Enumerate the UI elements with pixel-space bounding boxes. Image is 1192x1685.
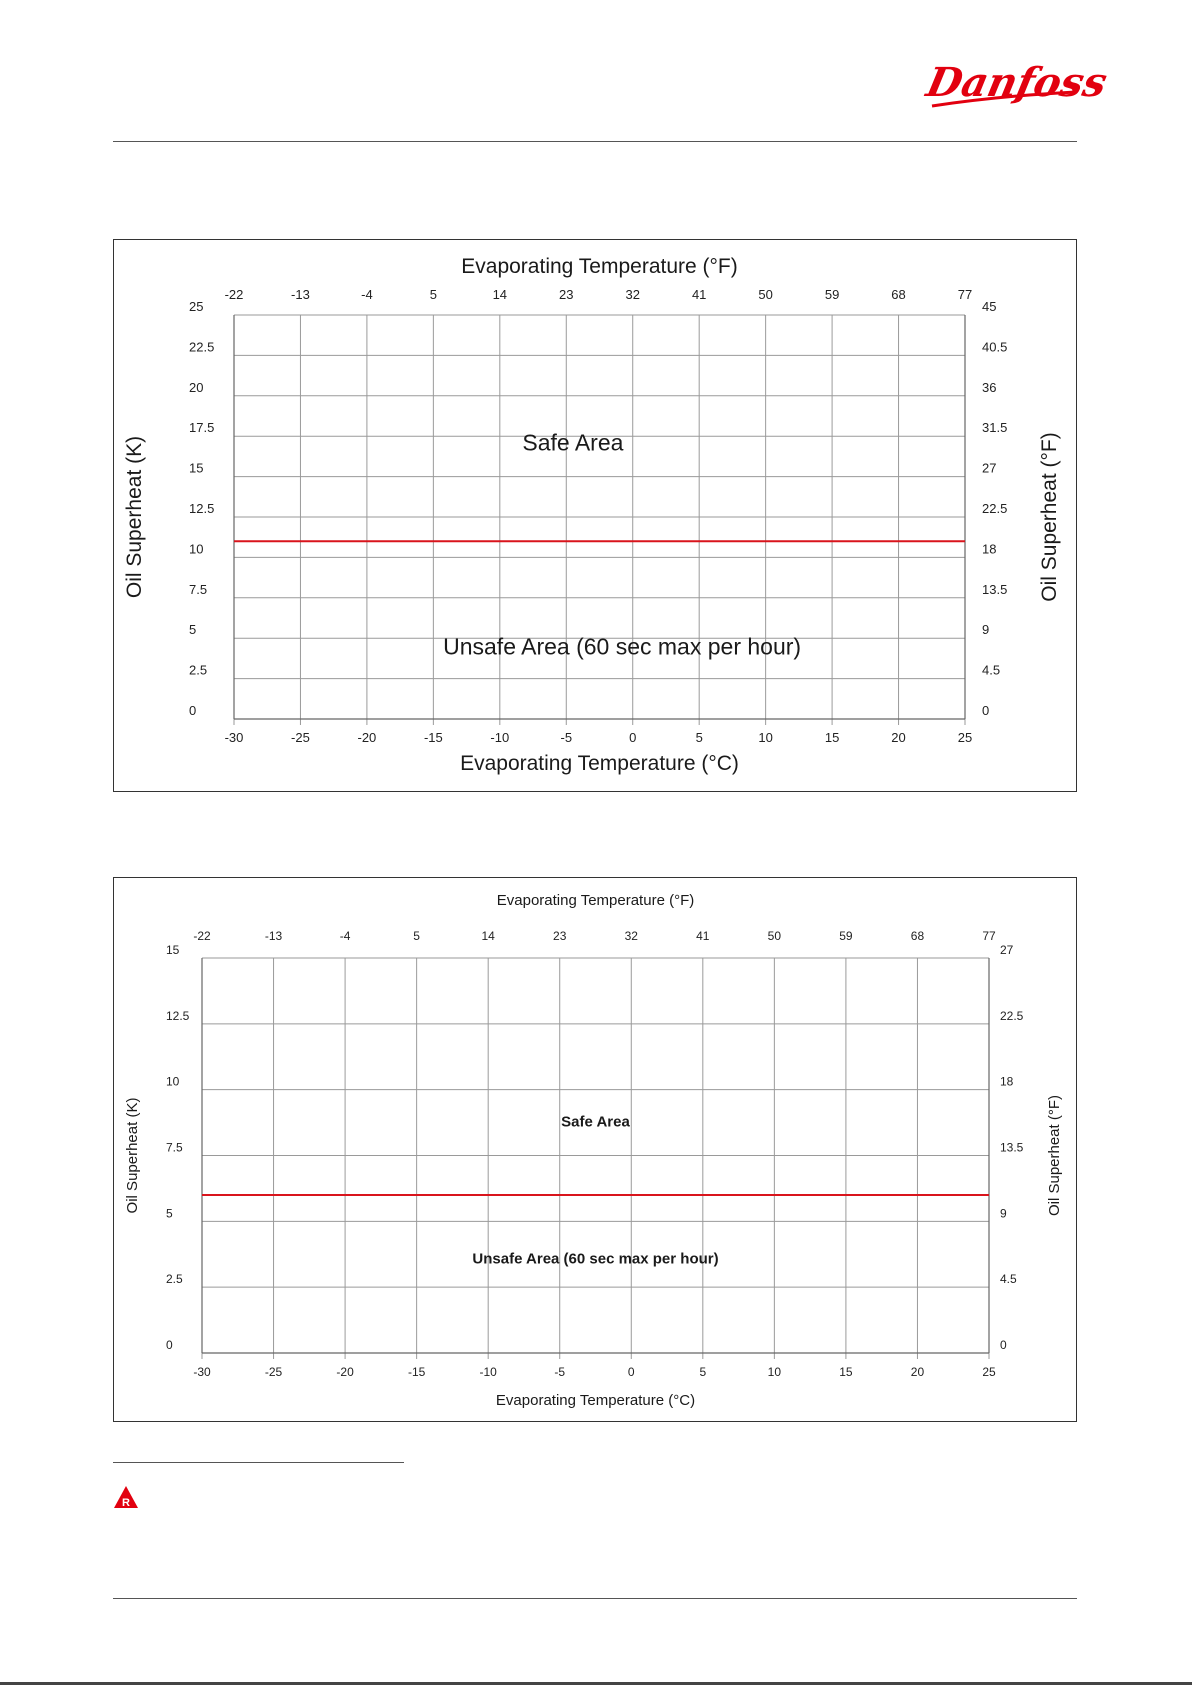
y-tick-label-k: 15 xyxy=(166,943,180,957)
unsafe-area-label: Unsafe Area (60 sec max per hour) xyxy=(472,1250,719,1268)
x-tick-label-celsius: -10 xyxy=(490,730,510,745)
x-tick-label-celsius: -30 xyxy=(224,730,244,745)
y-tick-label-k: 22.5 xyxy=(189,339,215,355)
y-tick-label-fahrenheit: 40.5 xyxy=(982,339,1008,355)
x-tick-label-celsius: 10 xyxy=(767,1365,782,1379)
x-axis-label-top: Evaporating Temperature (°F) xyxy=(496,892,695,909)
y-tick-label-k: 2.5 xyxy=(166,1272,183,1287)
x-tick-label-celsius: -25 xyxy=(264,1365,283,1379)
x-tick-label-fahrenheit: 32 xyxy=(625,287,640,302)
y-tick-label-k: 7.5 xyxy=(166,1140,183,1155)
y-tick-label-k: 12.5 xyxy=(166,1008,190,1023)
x-tick-label-celsius: 0 xyxy=(627,1365,635,1379)
x-tick-label-fahrenheit: 68 xyxy=(910,929,925,943)
footer-rule xyxy=(113,1598,1077,1599)
y-tick-label-k: 5 xyxy=(189,622,197,638)
x-tick-label-celsius: -25 xyxy=(291,730,310,745)
x-tick-label-fahrenheit: -4 xyxy=(339,929,351,943)
chart-2 xyxy=(113,877,1077,1422)
x-tick-label-fahrenheit: 59 xyxy=(824,287,840,302)
x-tick-label-fahrenheit: 14 xyxy=(481,929,495,943)
x-tick-label-fahrenheit: 77 xyxy=(982,929,996,943)
y-axis-label-left: Oil Superheat (K) xyxy=(123,435,146,599)
x-tick-label-fahrenheit: 59 xyxy=(839,929,853,943)
x-tick-label-fahrenheit: 23 xyxy=(559,287,574,302)
x-tick-label-celsius: -15 xyxy=(407,1365,426,1379)
x-tick-label-fahrenheit: -13 xyxy=(291,287,310,302)
y-tick-label-fahrenheit: 13.5 xyxy=(1000,1140,1024,1155)
y-tick-label-k: 20 xyxy=(189,379,204,395)
y-tick-label-k: 25 xyxy=(189,299,204,314)
x-tick-label-celsius: 5 xyxy=(695,730,703,745)
y-tick-label-fahrenheit: 27 xyxy=(982,460,997,476)
unsafe-area-label: Unsafe Area (60 sec max per hour) xyxy=(443,633,802,660)
x-tick-label-fahrenheit: -13 xyxy=(264,929,283,943)
x-tick-label-fahrenheit: -4 xyxy=(361,287,373,302)
y-tick-label-k: 10 xyxy=(166,1074,180,1089)
x-tick-label-celsius: -30 xyxy=(193,1365,211,1379)
y-axis-label-right: Oil Superheat (°F) xyxy=(1038,432,1061,602)
x-tick-label-celsius: 20 xyxy=(910,1365,925,1379)
warning-letter: R xyxy=(122,1497,130,1509)
safe-area-label: Safe Area xyxy=(522,429,624,456)
y-tick-label-k: 5 xyxy=(166,1206,173,1221)
x-tick-label-fahrenheit: 68 xyxy=(891,287,906,302)
y-tick-label-fahrenheit: 9 xyxy=(1000,1206,1007,1221)
y-tick-label-fahrenheit: 9 xyxy=(982,622,990,638)
y-tick-label-fahrenheit: 13.5 xyxy=(982,581,1008,597)
y-tick-label-k: 17.5 xyxy=(189,420,215,436)
y-tick-label-fahrenheit: 22.5 xyxy=(982,501,1008,516)
x-tick-label-fahrenheit: 41 xyxy=(691,287,707,302)
x-tick-label-celsius: 0 xyxy=(629,730,637,745)
footnote-rule xyxy=(113,1462,404,1463)
y-tick-label-fahrenheit: 31.5 xyxy=(982,420,1008,436)
x-tick-label-fahrenheit: 23 xyxy=(553,929,567,943)
x-tick-label-celsius: 20 xyxy=(891,730,906,745)
y-tick-label-fahrenheit: 45 xyxy=(982,299,997,314)
y-tick-label-fahrenheit: 0 xyxy=(1000,1338,1007,1352)
y-tick-label-fahrenheit: 18 xyxy=(1000,1074,1014,1089)
x-axis-label-bottom: Evaporating Temperature (°C) xyxy=(460,752,739,775)
x-tick-label-fahrenheit: 41 xyxy=(696,929,710,943)
x-tick-label-celsius: -15 xyxy=(423,730,443,745)
x-tick-label-fahrenheit: -22 xyxy=(224,287,244,302)
y-tick-label-fahrenheit: 18 xyxy=(982,541,997,557)
x-tick-label-fahrenheit: 14 xyxy=(492,287,508,302)
warning-triangle-icon xyxy=(113,1485,139,1509)
y-tick-label-k: 7.5 xyxy=(189,581,208,597)
y-tick-label-k: 2.5 xyxy=(189,662,208,678)
y-tick-label-fahrenheit: 22.5 xyxy=(1000,1008,1024,1023)
y-tick-label-fahrenheit: 4.5 xyxy=(1000,1272,1017,1287)
x-axis-label-top: Evaporating Temperature (°F) xyxy=(461,255,738,278)
y-tick-label-fahrenheit: 0 xyxy=(982,703,990,718)
y-axis-label-right: Oil Superheat (°F) xyxy=(1046,1094,1063,1217)
chart-1 xyxy=(113,239,1077,792)
x-axis-label-bottom: Evaporating Temperature (°C) xyxy=(495,1392,696,1409)
safe-area-label: Safe Area xyxy=(561,1113,630,1131)
x-tick-label-celsius: -5 xyxy=(554,1365,566,1379)
y-tick-label-k: 15 xyxy=(189,460,204,476)
y-tick-label-k: 0 xyxy=(166,1338,173,1352)
chart-1-plot xyxy=(114,240,1076,791)
y-axis-label-left: Oil Superheat (K) xyxy=(124,1097,141,1214)
x-tick-label-celsius: -20 xyxy=(336,1365,354,1379)
x-tick-label-fahrenheit: -22 xyxy=(193,929,211,943)
y-tick-label-fahrenheit: 36 xyxy=(982,379,997,395)
y-tick-label-fahrenheit: 27 xyxy=(1000,943,1014,957)
x-tick-label-celsius: -10 xyxy=(479,1365,497,1379)
y-tick-label-k: 12.5 xyxy=(189,501,215,516)
x-tick-label-fahrenheit: 50 xyxy=(767,929,782,943)
chart-2-plot xyxy=(114,878,1076,1421)
x-tick-label-celsius: 5 xyxy=(699,1365,707,1379)
logo-wordmark: Danfoss xyxy=(922,58,1112,106)
x-tick-label-celsius: 25 xyxy=(982,1365,996,1379)
x-tick-label-fahrenheit: 32 xyxy=(624,929,638,943)
y-tick-label-k: 0 xyxy=(189,703,197,718)
x-tick-label-celsius: 15 xyxy=(824,730,840,745)
x-tick-label-fahrenheit: 77 xyxy=(957,287,973,302)
danfoss-logo xyxy=(922,52,1112,112)
x-tick-label-celsius: 25 xyxy=(957,730,973,745)
y-tick-label-fahrenheit: 4.5 xyxy=(982,662,1001,678)
y-tick-label-k: 10 xyxy=(189,541,204,557)
x-tick-label-celsius: 10 xyxy=(758,730,773,745)
x-tick-label-celsius: 15 xyxy=(839,1365,853,1379)
x-tick-label-celsius: -5 xyxy=(560,730,573,745)
x-tick-label-fahrenheit: 5 xyxy=(429,287,437,302)
x-tick-label-celsius: -20 xyxy=(357,730,377,745)
header-rule xyxy=(113,141,1077,142)
x-tick-label-fahrenheit: 50 xyxy=(758,287,773,302)
x-tick-label-fahrenheit: 5 xyxy=(413,929,420,943)
